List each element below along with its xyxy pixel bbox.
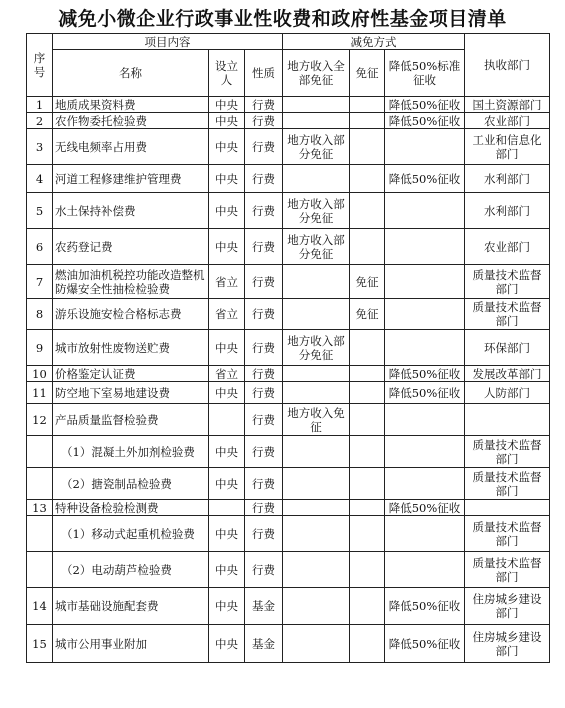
cell-nature: 行费	[245, 265, 283, 299]
header-relief: 减免方式	[283, 34, 465, 50]
cell-name: 城市放射性废物送贮费	[53, 330, 209, 366]
cell-exempt	[350, 468, 385, 500]
table-row	[27, 382, 550, 404]
cell-nature: 基金	[245, 588, 283, 625]
cell-nature: 行费	[245, 500, 283, 516]
table-row	[27, 468, 550, 500]
cell-reduce50: 降低50%征收	[385, 366, 465, 382]
cell-nature: 行费	[245, 516, 283, 552]
table-row	[27, 165, 550, 193]
cell-reduce50: 降低50%征收	[385, 382, 465, 404]
table-row	[27, 299, 550, 330]
cell-set	[209, 404, 245, 436]
table-row	[27, 330, 550, 366]
table-row	[27, 500, 550, 516]
table-row	[27, 552, 550, 588]
cell-local-full	[283, 588, 350, 625]
table-row	[27, 404, 550, 436]
cell-name: （2）电动葫芦检验费	[53, 552, 209, 588]
cell-local-full	[283, 625, 350, 663]
cell-dept: 人防部门	[465, 382, 550, 404]
cell-nature: 行费	[245, 229, 283, 265]
cell-set: 中央	[209, 382, 245, 404]
cell-set: 中央	[209, 552, 245, 588]
cell-local-full	[283, 366, 350, 382]
cell-nature: 行费	[245, 382, 283, 404]
table-row	[27, 625, 550, 663]
cell-name: 城市公用事业附加	[53, 625, 209, 663]
cell-dept: 国土资源部门	[465, 97, 550, 113]
cell-local-full: 地方收入部分免征	[283, 229, 350, 265]
cell-local-full	[283, 113, 350, 129]
cell-dept: 质量技术监督部门	[465, 265, 550, 299]
cell-nature: 行费	[245, 366, 283, 382]
cell-name: （1）移动式起重机检验费	[53, 516, 209, 552]
cell-seq: 10	[27, 366, 53, 382]
cell-seq: 6	[27, 229, 53, 265]
cell-dept: 住房城乡建设部门	[465, 625, 550, 663]
fee-list-table	[26, 33, 550, 663]
cell-set: 中央	[209, 193, 245, 229]
cell-reduce50	[385, 330, 465, 366]
cell-set: 中央	[209, 468, 245, 500]
cell-local-full	[283, 165, 350, 193]
cell-name: 游乐设施安检合格标志费	[53, 299, 209, 330]
table-row	[27, 129, 550, 165]
cell-exempt: 免征	[350, 299, 385, 330]
cell-local-full	[283, 299, 350, 330]
table-row	[27, 229, 550, 265]
cell-nature: 行费	[245, 330, 283, 366]
cell-exempt	[350, 588, 385, 625]
cell-seq: 15	[27, 625, 53, 663]
cell-nature: 行费	[245, 299, 283, 330]
table-row	[27, 265, 550, 299]
cell-reduce50: 降低50%征收	[385, 500, 465, 516]
cell-reduce50: 降低50%征收	[385, 625, 465, 663]
cell-dept: 质量技术监督部门	[465, 299, 550, 330]
cell-dept: 质量技术监督部门	[465, 516, 550, 552]
cell-reduce50	[385, 193, 465, 229]
cell-nature: 行费	[245, 552, 283, 588]
cell-exempt	[350, 129, 385, 165]
cell-local-full: 地方收入免征	[283, 404, 350, 436]
cell-seq: 9	[27, 330, 53, 366]
cell-exempt	[350, 330, 385, 366]
cell-nature: 行费	[245, 404, 283, 436]
cell-name: 防空地下室易地建设费	[53, 382, 209, 404]
cell-local-full	[283, 468, 350, 500]
cell-nature: 行费	[245, 113, 283, 129]
cell-seq: 5	[27, 193, 53, 229]
cell-exempt	[350, 436, 385, 468]
cell-set: 中央	[209, 625, 245, 663]
cell-exempt	[350, 97, 385, 113]
cell-local-full: 地方收入部分免征	[283, 193, 350, 229]
cell-reduce50	[385, 129, 465, 165]
header-seq: 序号	[27, 34, 53, 97]
cell-set: 省立	[209, 366, 245, 382]
cell-local-full	[283, 516, 350, 552]
header-set: 设立人	[209, 50, 245, 97]
cell-set: 中央	[209, 97, 245, 113]
cell-nature: 行费	[245, 165, 283, 193]
cell-seq: 11	[27, 382, 53, 404]
cell-reduce50: 降低50%征收	[385, 97, 465, 113]
cell-seq: 14	[27, 588, 53, 625]
cell-reduce50	[385, 299, 465, 330]
cell-name: 农药登记费	[53, 229, 209, 265]
cell-reduce50: 降低50%征收	[385, 165, 465, 193]
table-row	[27, 588, 550, 625]
cell-dept: 质量技术监督部门	[465, 436, 550, 468]
cell-reduce50	[385, 265, 465, 299]
cell-dept: 质量技术监督部门	[465, 468, 550, 500]
cell-exempt	[350, 500, 385, 516]
cell-seq: 13	[27, 500, 53, 516]
page-title: 减免小微企业行政事业性收费和政府性基金项目清单	[58, 8, 507, 30]
header-name: 名称	[53, 50, 209, 97]
cell-nature: 行费	[245, 436, 283, 468]
cell-dept: 质量技术监督部门	[465, 552, 550, 588]
cell-local-full	[283, 382, 350, 404]
cell-name: 特种设备检验检测费	[53, 500, 209, 516]
cell-seq: 7	[27, 265, 53, 299]
table-body	[27, 97, 550, 663]
cell-name: 水土保持补偿费	[53, 193, 209, 229]
cell-nature: 行费	[245, 129, 283, 165]
cell-name: 地质成果资料费	[53, 97, 209, 113]
cell-exempt: 免征	[350, 265, 385, 299]
cell-set	[209, 500, 245, 516]
header-local-full: 地方收入全部免征	[283, 50, 350, 97]
table-row	[27, 193, 550, 229]
cell-dept: 环保部门	[465, 330, 550, 366]
cell-seq: 2	[27, 113, 53, 129]
table-row	[27, 97, 550, 113]
cell-dept: 水利部门	[465, 193, 550, 229]
cell-exempt	[350, 193, 385, 229]
cell-name: 城市基础设施配套费	[53, 588, 209, 625]
header-project: 项目内容	[53, 34, 283, 50]
cell-seq	[27, 436, 53, 468]
cell-exempt	[350, 165, 385, 193]
cell-set: 中央	[209, 129, 245, 165]
cell-name: 河道工程修建维护管理费	[53, 165, 209, 193]
header-nature: 性质	[245, 50, 283, 97]
cell-name: 价格鉴定认证费	[53, 366, 209, 382]
header-exempt: 免征	[350, 50, 385, 97]
cell-reduce50	[385, 436, 465, 468]
cell-name: 燃油加油机税控功能改造整机防爆安全性抽检检验费	[53, 265, 209, 299]
cell-local-full	[283, 265, 350, 299]
cell-dept: 水利部门	[465, 165, 550, 193]
cell-name: 无线电频率占用费	[53, 129, 209, 165]
cell-set: 中央	[209, 516, 245, 552]
cell-local-full	[283, 436, 350, 468]
cell-exempt	[350, 229, 385, 265]
cell-local-full: 地方收入部分免征	[283, 129, 350, 165]
cell-dept: 农业部门	[465, 113, 550, 129]
cell-reduce50: 降低50%征收	[385, 113, 465, 129]
cell-exempt	[350, 625, 385, 663]
cell-exempt	[350, 382, 385, 404]
cell-reduce50	[385, 516, 465, 552]
cell-set: 中央	[209, 165, 245, 193]
cell-reduce50: 降低50%征收	[385, 588, 465, 625]
cell-exempt	[350, 552, 385, 588]
cell-nature: 行费	[245, 97, 283, 113]
table-row	[27, 516, 550, 552]
cell-dept: 住房城乡建设部门	[465, 588, 550, 625]
cell-reduce50	[385, 404, 465, 436]
cell-nature: 基金	[245, 625, 283, 663]
cell-local-full: 地方收入部分免征	[283, 330, 350, 366]
cell-local-full	[283, 500, 350, 516]
cell-nature: 行费	[245, 193, 283, 229]
cell-dept	[465, 404, 550, 436]
cell-exempt	[350, 404, 385, 436]
table-row	[27, 366, 550, 382]
cell-seq	[27, 468, 53, 500]
cell-exempt	[350, 366, 385, 382]
cell-local-full	[283, 97, 350, 113]
cell-local-full	[283, 552, 350, 588]
table-row	[27, 436, 550, 468]
cell-set: 中央	[209, 588, 245, 625]
cell-seq: 12	[27, 404, 53, 436]
cell-dept: 发展改革部门	[465, 366, 550, 382]
cell-dept: 工业和信息化部门	[465, 129, 550, 165]
cell-exempt	[350, 516, 385, 552]
cell-set: 省立	[209, 299, 245, 330]
cell-reduce50	[385, 468, 465, 500]
cell-name: （2）搪瓷制品检验费	[53, 468, 209, 500]
cell-seq: 3	[27, 129, 53, 165]
table-row	[27, 113, 550, 129]
cell-nature: 行费	[245, 468, 283, 500]
cell-exempt	[350, 113, 385, 129]
cell-name: 产品质量监督检验费	[53, 404, 209, 436]
cell-reduce50	[385, 552, 465, 588]
cell-dept: 农业部门	[465, 229, 550, 265]
cell-reduce50	[385, 229, 465, 265]
cell-set: 省立	[209, 265, 245, 299]
header-dept: 执收部门	[465, 34, 550, 97]
cell-set: 中央	[209, 330, 245, 366]
cell-seq	[27, 516, 53, 552]
cell-seq: 1	[27, 97, 53, 113]
cell-set: 中央	[209, 229, 245, 265]
cell-seq: 8	[27, 299, 53, 330]
cell-name: （1）混凝土外加剂检验费	[53, 436, 209, 468]
cell-seq	[27, 552, 53, 588]
cell-seq: 4	[27, 165, 53, 193]
header-reduce50: 降低50%标准征收	[385, 50, 465, 97]
cell-set: 中央	[209, 436, 245, 468]
cell-set: 中央	[209, 113, 245, 129]
cell-dept	[465, 500, 550, 516]
cell-name: 农作物委托检验费	[53, 113, 209, 129]
